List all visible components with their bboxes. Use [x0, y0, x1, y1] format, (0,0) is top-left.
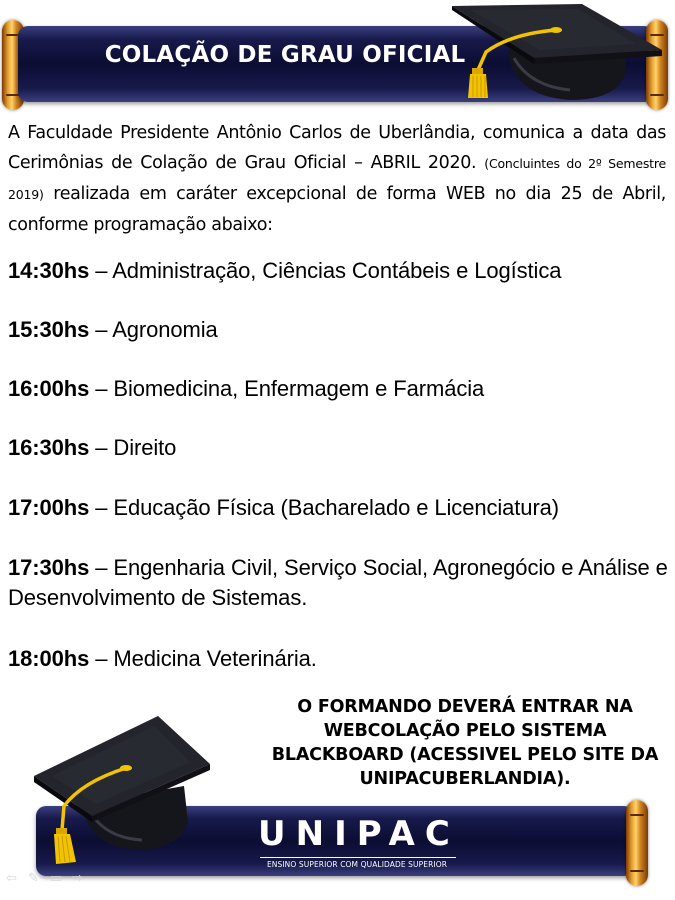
graduation-cap-icon — [30, 712, 226, 882]
schedule-item — [8, 553, 668, 613]
previous-arrow-icon[interactable]: ⇦ — [6, 871, 17, 886]
pen-icon[interactable]: ✎ — [28, 871, 39, 886]
banner-title: COLAÇÃO DE GRAU OFICIAL — [104, 42, 466, 68]
schedule-courses: – Agronomia — [89, 317, 218, 342]
slide-menu-icon[interactable]: ▭ — [50, 871, 63, 886]
schedule-courses: – Biomedicina, Enfermagem e Farmácia — [89, 376, 485, 401]
schedule-item — [8, 315, 668, 345]
schedule-courses: – Direito — [89, 435, 177, 460]
schedule-time: 16:30hs — [8, 435, 90, 460]
schedule-courses: – Engenharia Civil, Serviço Social, Agronegócio e Análise e Desenvolvimento de Sistemas. — [8, 555, 668, 610]
schedule-time: 14:30hs — [8, 258, 90, 283]
graduation-cap-icon — [450, 0, 672, 118]
schedule-item — [8, 374, 668, 404]
intro-text-2: realizada em caráter excepcional de forma WEB no dia 25 de Abril, conforme programação abaixo: — [8, 184, 666, 235]
schedule-time: 17:00hs — [8, 495, 90, 520]
bottom-scroll-right-roll — [626, 800, 648, 886]
next-arrow-icon[interactable]: ⇨ — [72, 871, 83, 886]
schedule-time: 18:00hs — [8, 646, 90, 671]
schedule-item — [8, 644, 668, 674]
schedule-item — [8, 256, 668, 286]
schedule-courses: – Medicina Veterinária. — [89, 646, 317, 671]
schedule-time: 15:30hs — [8, 317, 90, 342]
schedule-courses: – Educação Física (Bacharelado e Licenciatura) — [89, 495, 560, 520]
intro-paragraph — [8, 118, 666, 240]
access-notice: O FORMANDO DEVERÁ ENTRAR NA WEBCOLAÇÃO PELO SISTEMA BLACKBOARD (ACESSIVEL PELO SITE DA UNIPACUBERLANDIA). — [271, 697, 659, 789]
slide-navigation[interactable] — [6, 872, 88, 886]
logo-divider — [260, 857, 456, 858]
schedule-courses: – Administração, Ciências Contábeis e Logística — [89, 258, 562, 283]
intro-text-1: A Faculdade Presidente Antônio Carlos de Uberlândia, comunica a data das Cerimônias de Colação de Grau Oficial – ABRIL 2020. — [8, 123, 666, 173]
schedule-item — [8, 493, 668, 523]
unipac-logo-text: UNIPAC — [258, 814, 460, 854]
unipac-tagline: ENSINO SUPERIOR COM QUALIDADE SUPERIOR — [266, 860, 448, 869]
intro-small-note: (Concluintes do 2º Semestre 2019) — [8, 156, 666, 202]
schedule-time: 17:30hs — [8, 555, 90, 580]
schedule-item — [8, 433, 668, 463]
schedule-time: 16:00hs — [8, 376, 90, 401]
